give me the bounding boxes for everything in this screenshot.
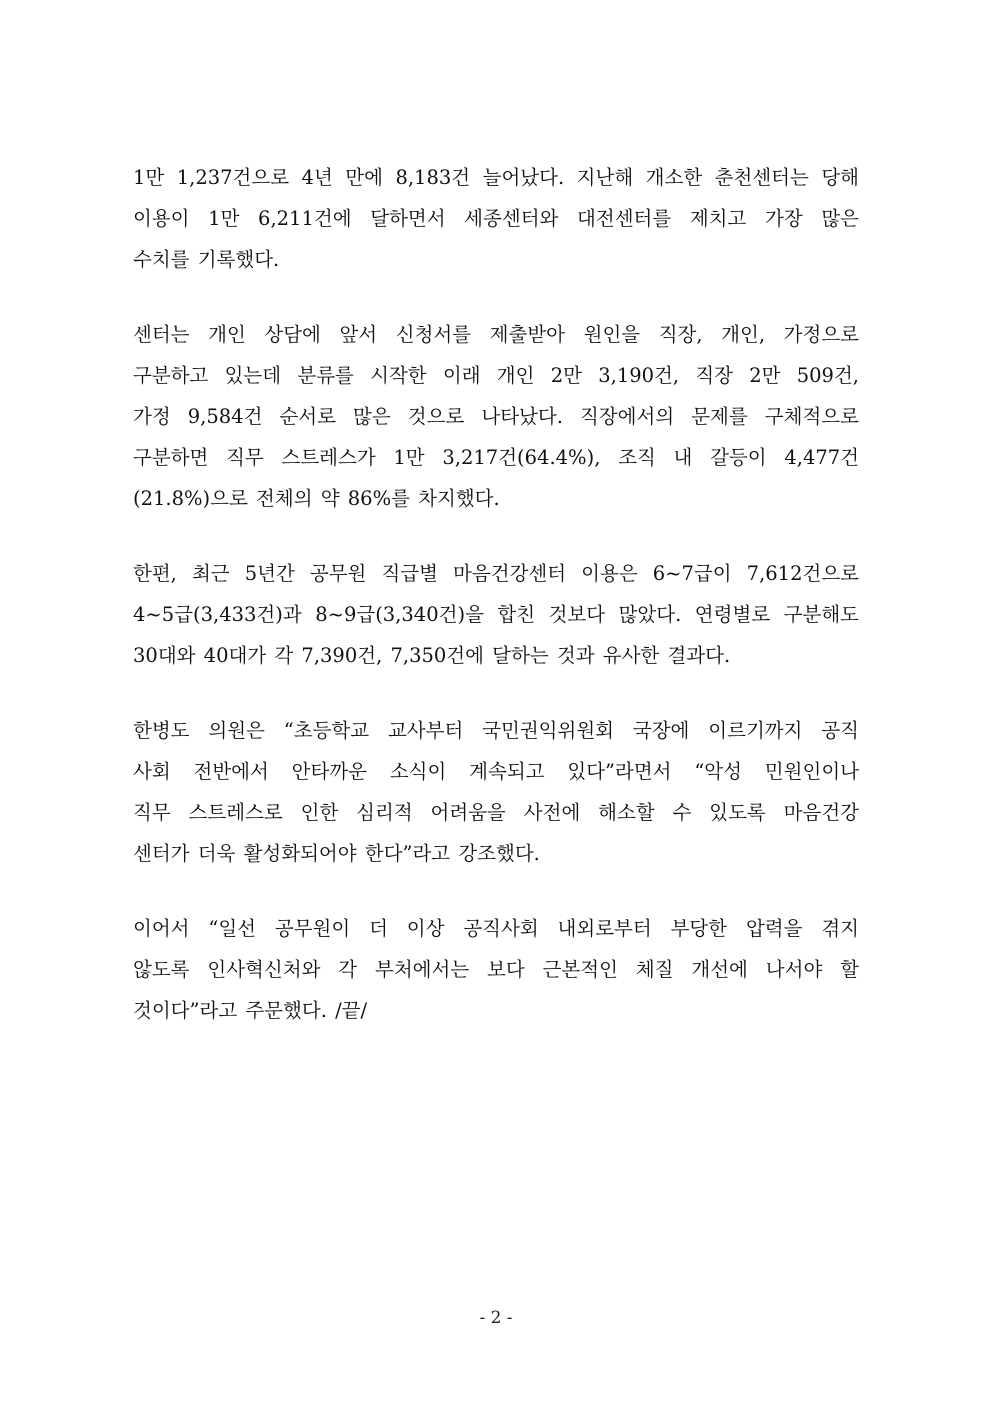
paragraph-line: 것이다”라고 주문했다. /끝/: [133, 999, 368, 1022]
paragraph-5: [133, 908, 859, 1031]
paragraph-line: 이어서 “일선 공무원이 더 이상 공직사회 내외로부터 부당한 압력을 겪지: [133, 917, 859, 940]
paragraph-line: 30대와 40대가 각 7,390건, 7,350건에 달하는 것과 유사한 결과다.: [133, 644, 731, 667]
paragraph-line: 센터가 더욱 활성화되어야 한다”라고 강조했다.: [133, 842, 540, 865]
paragraph-line: 가정 9,584건 순서로 많은 것으로 나타났다. 직장에서의 문제를 구체적으로: [133, 405, 859, 428]
paragraph-line: 이용이 1만 6,211건에 달하면서 세종센터와 대전센터를 제치고 가장 많은: [133, 207, 859, 230]
paragraph-line: 사회 전반에서 안타까운 소식이 계속되고 있다”라면서 “악성 민원인이나: [133, 760, 859, 783]
document-body: [133, 157, 859, 1065]
paragraph-3: [133, 553, 859, 676]
paragraph-line: (21.8%)으로 전체의 약 86%를 차지했다.: [133, 487, 500, 510]
paragraph-line: 않도록 인사혁신처와 각 부처에서는 보다 근본적인 체질 개선에 나서야 할: [133, 958, 859, 981]
paragraph-line: 센터는 개인 상담에 앞서 신청서를 제출받아 원인을 직장, 개인, 가정으로: [133, 323, 859, 346]
paragraph-1: [133, 157, 859, 280]
paragraph-line: 4~5급(3,433건)과 8~9급(3,340건)을 합친 것보다 많았다. 연령별로 구분해도: [133, 603, 859, 626]
paragraph-line: 직무 스트레스로 인한 심리적 어려움을 사전에 해소할 수 있도록 마음건강: [133, 801, 859, 824]
page-number: - 2 -: [479, 1308, 513, 1328]
paragraph-line: 1만 1,237건으로 4년 만에 8,183건 늘어났다. 지난해 개소한 춘천센터는 당해: [133, 166, 859, 189]
paragraph-2: [133, 314, 859, 519]
paragraph-line: 한병도 의원은 “초등학교 교사부터 국민권익위원회 국장에 이르기까지 공직: [133, 719, 859, 742]
paragraph-line: 구분하고 있는데 분류를 시작한 이래 개인 2만 3,190건, 직장 2만 509건,: [133, 364, 859, 387]
paragraph-line: 구분하면 직무 스트레스가 1만 3,217건(64.4%), 조직 내 갈등이 4,477건: [133, 446, 859, 469]
paragraph-line: 한편, 최근 5년간 공무원 직급별 마음건강센터 이용은 6~7급이 7,612건으로: [133, 562, 859, 585]
paragraph-line: 수치를 기록했다.: [133, 248, 280, 271]
paragraph-4: [133, 710, 859, 874]
